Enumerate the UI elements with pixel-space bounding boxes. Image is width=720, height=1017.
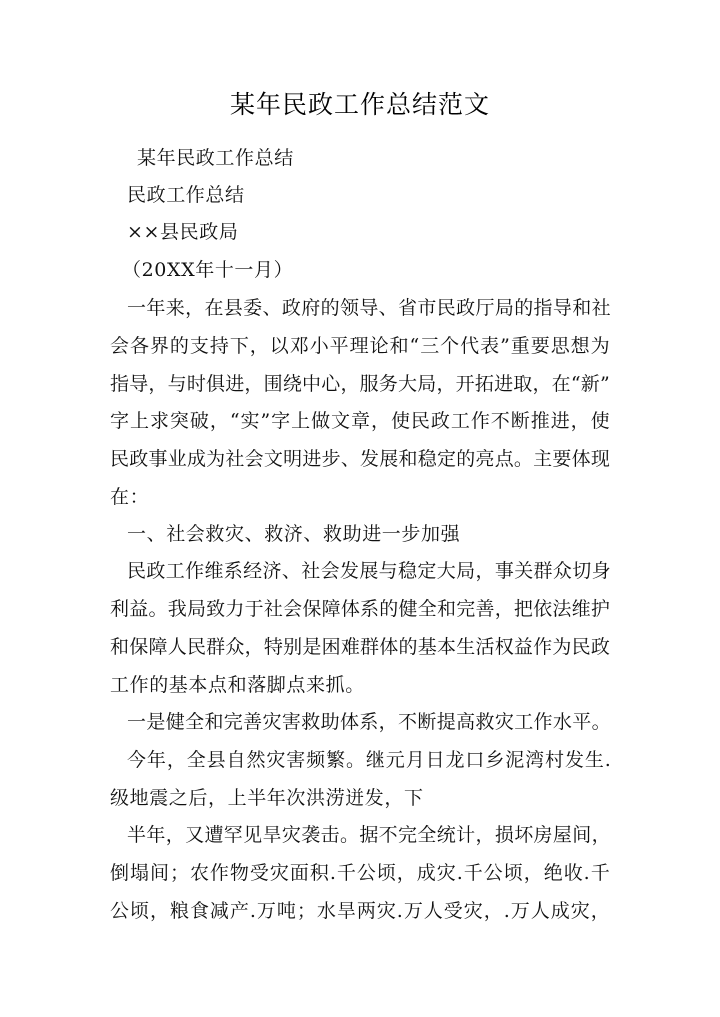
body-line: 民 政 事 业 成 为 社 会 文 明 进 步 、 发 展 和 稳 定 的 亮 点 。 主 要 体 现	[110, 448, 610, 470]
body-line: 指 导 ， 与 时 俱 进 ， 围 绕 中 心 ， 服 务 大 局 ， 开 拓 进 取 ， 在 “ 新 ”	[110, 373, 610, 395]
body-line: 会 各 界 的 支 持 下 ， 以 邓 小 平 理 论 和 “ 三 个 代 表 ” 重 要 思 想 为	[110, 335, 610, 357]
heading-line: 民政工作总结	[127, 184, 245, 206]
body-line: 字 上 求 突 破 ， “ 实 ” 字 上 做 文 章 ， 使 民 政 工 作 不 断 推 进 ， 使	[110, 410, 610, 432]
author-line: ××县民政局	[127, 221, 239, 243]
body-line: 和 保 障 人 民 群 众 ， 特 别 是 困 难 群 体 的 基 本 生 活 权 益 作 为 民 政	[110, 636, 610, 658]
body-line: 倒 塌 间 ； 农 作 物 受 灾 面 积 . 千 公 顷 ， 成 灾 . 千 公 顷 ， 绝 收 . 千	[110, 862, 610, 884]
body-line: 民 政 工 作 维 系 经 济 、 社 会 发 展 与 稳 定 大 局 ， 事 关 群 众 切 身	[127, 560, 611, 582]
subtitle-line: 某年民政工作总结	[137, 147, 294, 169]
section-heading: 一、社会救灾、救济、救助进一步加强	[127, 523, 461, 545]
body-line: 利 益 。 我 局 致 力 于 社 会 保 障 体 系 的 健 全 和 完 善 ， 把 依 法 维 护	[110, 598, 610, 620]
body-line: 公 顷 ， 粮 食 减 产 . 万 吨 ； 水 旱 两 灾 . 万 人 受 灾 ， . 万 人 成 灾 ，	[110, 900, 610, 922]
date-line: （20XX年十一月）	[122, 259, 294, 281]
body-line: 工作的基本点和落脚点来抓。	[110, 674, 365, 696]
body-line: 半 年 ， 又 遭 罕 见 旱 灾 袭 击 。 据 不 完 全 统 计 ， 损 坏 房 屋 间 ，	[127, 824, 611, 846]
body-line: 一 年 来 ， 在 县 委 、 政 府 的 领 导 、 省 市 民 政 厅 局 的 指 导 和 社	[127, 297, 611, 319]
body-line: 在：	[110, 486, 150, 508]
body-line: 级地震之后，上半年次洪涝迸发，下	[110, 787, 424, 809]
document-title: 某年民政工作总结范文	[229, 90, 490, 119]
body-line: 今 年 ， 全 县 自 然 灾 害 频 繁 。 继 元 月 日 龙 口 乡 泥 湾 村 发 生 .	[127, 749, 611, 771]
body-line: 一 是 健 全 和 完 善 灾 害 救 助 体 系 ， 不 断 提 高 救 灾 工 作 水 平 。	[127, 711, 611, 733]
